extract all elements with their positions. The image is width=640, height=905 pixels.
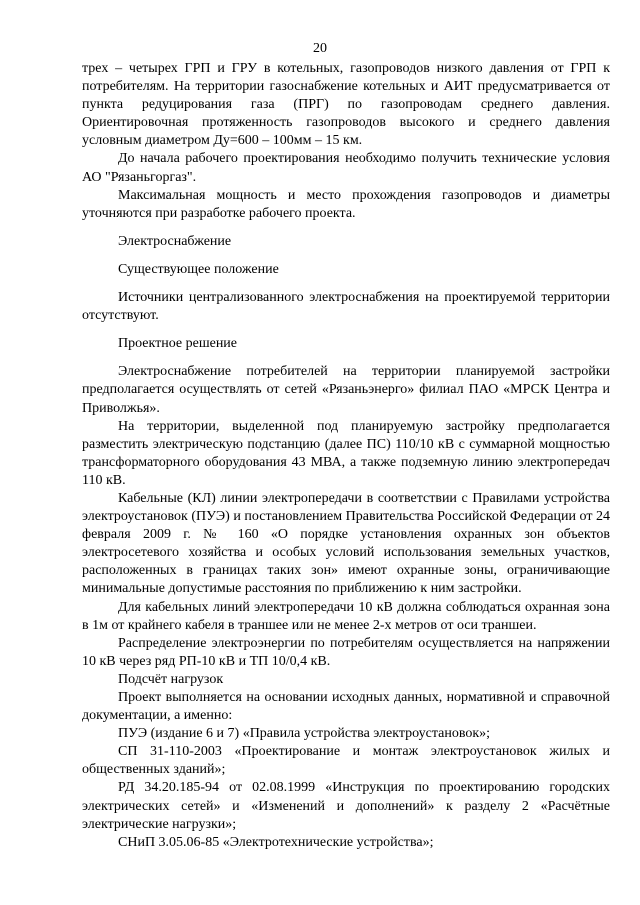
paragraph-protection-zone: Для кабельных линий электропередачи 10 кВ должна соблюдаться охранная зона в 1м от крайнего кабеля в траншее или не менее 2-х метров от оси траншеи. — [82, 599, 610, 633]
paragraph-supply-networks: Электроснабжение потребителей на территории планируемой застройки предполагается осуществлять от сетей «Рязаньэнерго» филиал ПАО «МРСК Центра и Приволжья». — [82, 364, 610, 416]
paragraph-cable-lines: Кабельные (КЛ) линии электропередачи в соответствии с Правилами устройства электроустановок (ПУЭ) и постановлением Правительства Российской Федерации от 24 февраля 2009 г. № 160 «О порядке установления охранных зон объектов электросетевого хозяйства и особых условий использования земельных участков, расположенных в границах таких зон» имеют охранные зоны, ограничивающие минимальные допустимые расстояния по приближению к ним застройки. — [82, 490, 610, 597]
list-item-rd: РД 34.20.185-94 от 02.08.1999 «Инструкция по проектированию городских электрических сетей» и «Изменений и дополнений» к разделу 2 «Расчётные электрические нагрузки»; — [82, 780, 610, 832]
paragraph-basis: Проект выполняется на основании исходных данных, нормативной и справочной документации, а именно: — [82, 690, 610, 724]
paragraph-gas-network: трех – четырех ГРП и ГРУ в котельных, газопроводов низкого давления от ГРП к потребителям. На территории газоснабжение котельных и АИТ предусматривается от пункта редуцирования газа (ПРГ) по газопроводам среднего давления. Ориентировочная протяженность газопроводов высокого и среднего давления условным диаметром Ду=600 – 100мм – 15 км. — [82, 61, 610, 149]
heading-design-solution: Проектное решение — [118, 336, 238, 352]
paragraph-distribution: Распределение электроэнергии по потребителям осуществляется на напряжении 10 кВ через ряд РП-10 кВ и ТП 10/0,4 кВ. — [82, 635, 610, 669]
list-item-pue: ПУЭ (издание 6 и 7) «Правила устройства электроустановок»; — [118, 726, 491, 742]
document-body — [82, 60, 610, 852]
page-number: 20 — [313, 41, 327, 56]
list-item-sp: СП 31-110-2003 «Проектирование и монтаж электроустановок жилых и общественных зданий»; — [82, 744, 610, 778]
paragraph-technical-conditions: До начала рабочего проектирования необходимо получить технические условия АО "Рязаньгоргаз". — [82, 151, 610, 185]
heading-existing-situation: Существующее положение — [118, 261, 279, 277]
paragraph-max-capacity: Максимальная мощность и место прохождения газопроводов и диаметры уточняются при разработке рабочего проекта. — [82, 187, 610, 221]
heading-power-supply: Электроснабжение — [118, 233, 232, 249]
paragraph-no-sources: Источники централизованного электроснабжения на проектируемой территории отсутствуют. — [82, 290, 610, 324]
list-item-snip: СНиП 3.05.06-85 «Электротехнические устройства»; — [118, 834, 434, 850]
heading-load-calculation: Подсчёт нагрузок — [118, 671, 224, 687]
paragraph-substation: На территории, выделенной под планируемую застройку предполагается разместить электрическую подстанцию (далее ПС) 110/10 кВ с суммарной мощностью трансформаторного оборудования 43 МВА, а также подземную линию электропередач 110 кВ. — [82, 418, 610, 488]
